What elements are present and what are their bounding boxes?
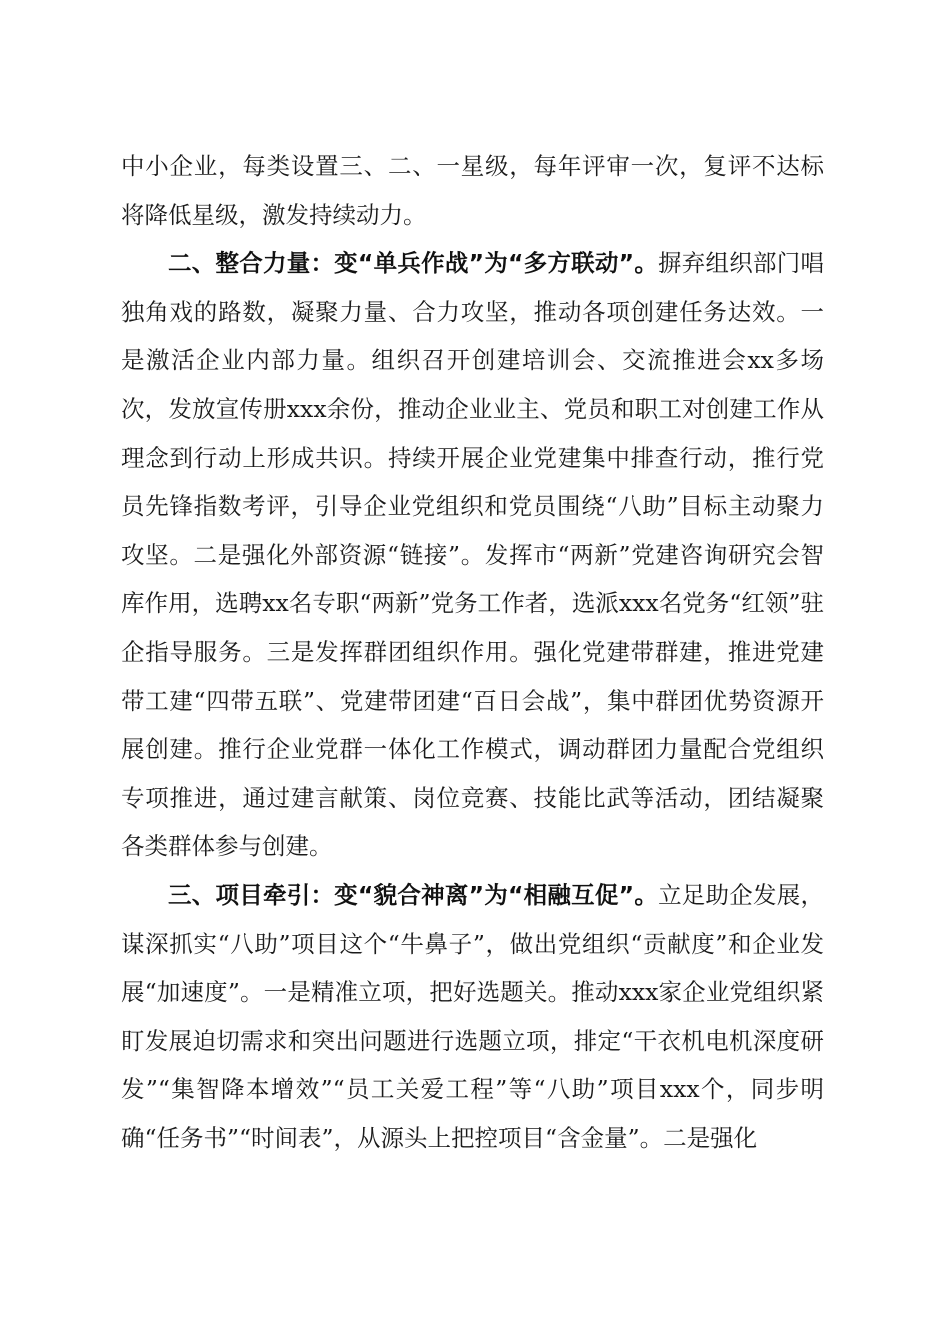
paragraph-body: 立足助企发展，谋深抓实“八助”项目这个“牛鼻子”，做出党组织“贡献度”和企业发展“加速度”。一是精准立项，把好选题关。推动xxx家企业党组织紧盯发展迫切需求和突出问题进行选题立项，排定“干衣机电机深度研发”“集智降本增效”“员工关爱工程”等“八助”项目xxx个，同步明确“任务书”“时间表”，从源头上把控项目“含金量”。二是强化	[121, 880, 825, 1152]
section-heading: 三、项目牵引：变“貌合神离”为“相融互促”。	[168, 880, 659, 909]
section-heading: 二、整合力量：变“单兵作战”为“多方联动”。	[168, 249, 659, 278]
paragraph-body: 中小企业，每类设置三、二、一星级，每年评审一次，复评不达标将降低星级，激发持续动力。	[121, 152, 824, 229]
paragraph-body: 摒弃组织部门唱独角戏的路数，凝聚力量、合力攻坚，推动各项创建任务达效。一是激活企业内部力量。组织召开创建培训会、交流推进会xx多场次，发放宣传册xxx余份，推动企业业主、党员和职工对创建工作从理念到行动上形成共识。持续开展企业党建集中排查行动，推行党员先锋指数考评，引导企业党组织和党员围绕“八助”目标主动聚力攻坚。二是强化外部资源“链接”。发挥市“两新”党建咨询研究会智库作用，选聘xx名专职“两新”党务工作者，选派xxx名党务“红领”驻企指导服务。三是发挥群团组织作用。强化党建带群建，推进党建带工建“四带五联”、党建带团建“百日会战”，集中群团优势资源开展创建。推行企业党群一体化工作模式，调动群团力量配合党组织专项推进，通过建言献策、岗位竞赛、技能比武等活动，团结凝聚各类群体参与创建。	[121, 249, 825, 861]
paragraph-section-two	[121, 239, 824, 871]
paragraph-section-three	[121, 871, 824, 1163]
document-body	[121, 142, 824, 1162]
paragraph-continuation	[121, 142, 824, 239]
